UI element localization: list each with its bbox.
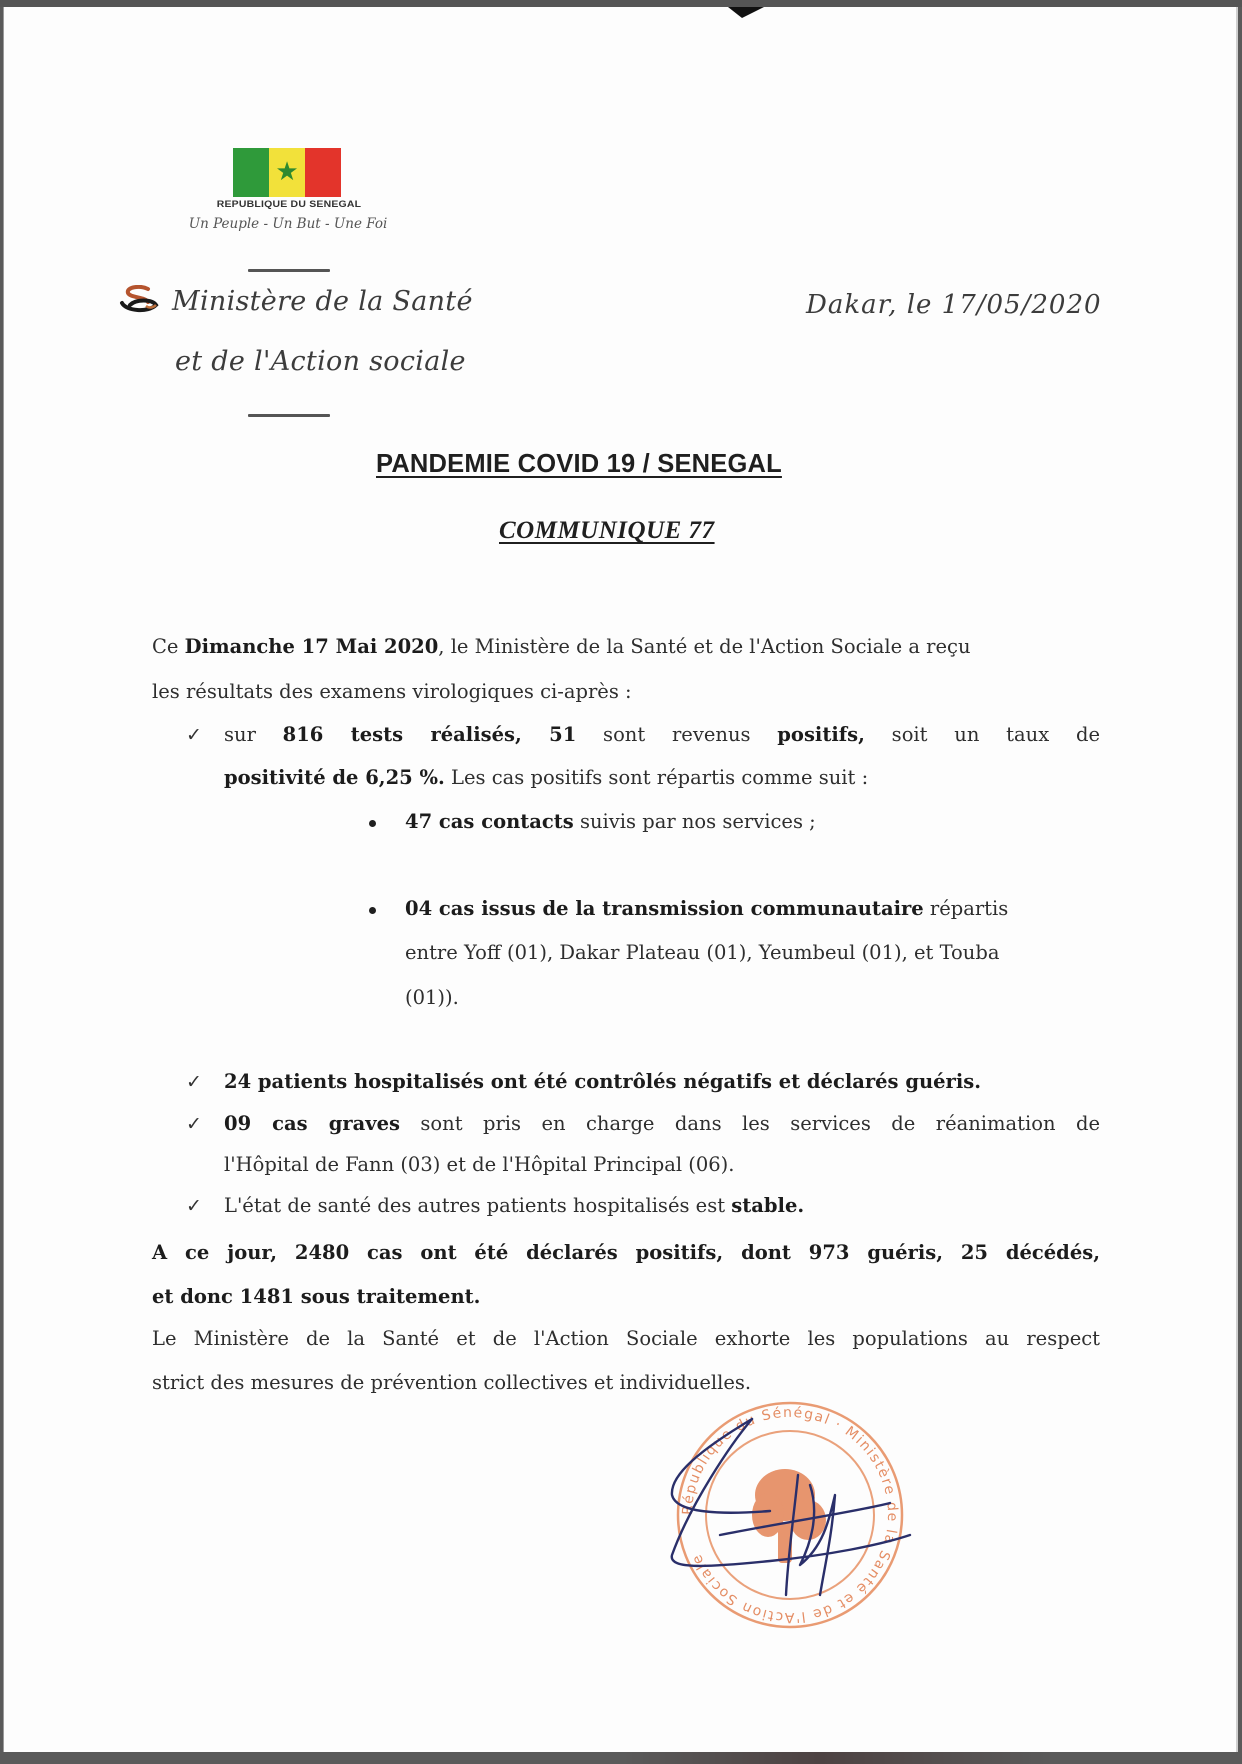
stable-status-item: L'état de santé des autres patients hospitalisés est stable. — [224, 1194, 805, 1217]
recovered-patients-item: 24 patients hospitalisés ont été contrôlés négatifs et déclarés guéris. — [224, 1070, 981, 1093]
header-divider-top — [248, 269, 330, 272]
scan-artifact-mark — [728, 7, 764, 18]
positivity-rate: positivité de 6,25 %. — [224, 766, 445, 789]
flag-yellow-band — [269, 148, 305, 197]
tests-summary-line-1: sur 816 tests réalisés, 51 sont revenus positifs, soit un taux de — [224, 723, 1100, 746]
document-date: Dakar, le 17/05/2020 — [806, 290, 1102, 320]
bullet-icon — [369, 907, 376, 914]
document-page — [3, 7, 1238, 1752]
community-cases-item: 04 cas issus de la transmission communautaire répartis — [405, 897, 1009, 920]
community-cases-locations-end: (01)). — [405, 986, 459, 1009]
intro-date: Dimanche 17 Mai 2020 — [184, 635, 439, 658]
flag-star-icon: ★ — [275, 157, 299, 187]
cumulative-summary-line-2: et donc 1481 sous traitement. — [152, 1285, 481, 1308]
ministry-name-line1: Ministère de la Santé — [172, 286, 473, 317]
tests-summary-line-2: positivité de 6,25 %. Les cas positifs sont répartis comme suit : — [224, 766, 869, 789]
checkmark-icon: ✓ — [186, 724, 202, 746]
closing-line-1: Le Ministère de la Santé et de l'Action Sociale exhorte les populations au respect — [152, 1327, 1100, 1350]
document-title: PANDEMIE COVID 19 / SENEGAL — [376, 450, 782, 478]
checkmark-icon: ✓ — [186, 1071, 202, 1093]
severe-cases-item: 09 cas graves sont pris en charge dans les services de réanimation de — [224, 1112, 1100, 1135]
ministry-name-line2: et de l'Action sociale — [175, 346, 466, 377]
flag-red-band — [305, 148, 341, 197]
checkmark-icon: ✓ — [186, 1113, 202, 1135]
official-stamp-signature — [660, 1395, 920, 1635]
communique-number: COMMUNIQUE 77 — [499, 517, 715, 544]
viewer-top-bar — [0, 0, 1242, 7]
checkmark-icon: ✓ — [186, 1195, 202, 1217]
senegal-flag-icon — [233, 148, 341, 197]
header-divider-bottom — [248, 414, 330, 417]
community-cases-locations: entre Yoff (01), Dakar Plateau (01), Yeumbeul (01), et Touba — [405, 941, 1000, 964]
bullet-icon — [369, 820, 376, 827]
viewer-bottom-bar — [0, 1752, 1242, 1764]
intro-line-1: Ce Dimanche 17 Mai 2020, le Ministère de la Santé et de l'Action Sociale a reçu — [152, 635, 971, 658]
ministry-logo-icon — [118, 285, 160, 315]
contact-cases-item: 47 cas contacts suivis par nos services ; — [405, 810, 816, 833]
stamp-ring-text: République du Sénégal · Ministère de la Santé et de l'Action Sociale — [679, 1404, 901, 1626]
republic-label: REPUBLIQUE DU SENEGAL — [216, 199, 362, 210]
severe-cases-hospitals: l'Hôpital de Fann (03) et de l'Hôpital Principal (06). — [224, 1153, 735, 1176]
flag-green-band — [233, 148, 269, 197]
closing-line-2: strict des mesures de prévention collectives et individuelles. — [152, 1371, 752, 1394]
intro-line-2: les résultats des examens virologiques ci-après : — [152, 680, 632, 703]
cumulative-summary-line-1: A ce jour, 2480 cas ont été déclarés positifs, dont 973 guéris, 25 décédés, — [152, 1241, 1100, 1264]
national-motto: Un Peuple - Un But - Une Foi — [188, 216, 388, 232]
